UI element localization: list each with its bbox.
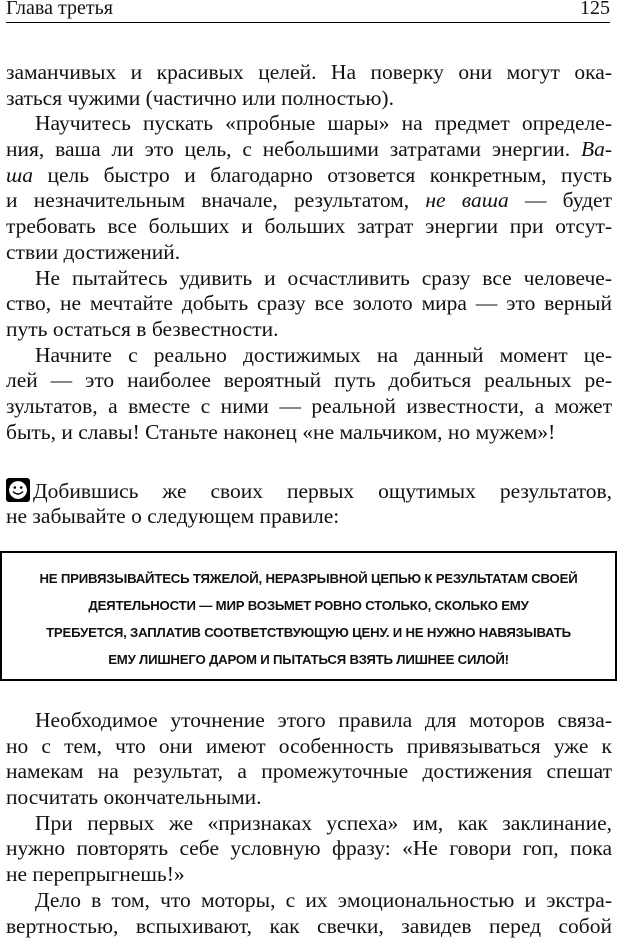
text-line: не перепрыгнешь!» [6,862,612,888]
text-line: ния, ваша ли это цель, с небольшими затратами энергии. Ва- [6,137,612,163]
text-line: Начните с реально достижимых на данный момент це- [6,343,612,369]
page-number: 125 [580,0,610,18]
italic-text: не ваша [425,188,508,212]
text-line: не забывайте о следующем правиле: [6,504,612,530]
text-line: Добившись же своих первых ощутимых результатов, [6,478,612,504]
text-line: Не пытайтесь удивить и осчастливить сразу все человече- [6,266,612,292]
italic-text: Ва- [581,137,612,161]
text-line: быть, и славы! Станьте наконец «не мальчиком, но мужем»! [6,420,612,446]
rule-line: ТРЕБУЕТСЯ, ЗАПЛАТИВ СООТВЕТСТВУЮЩУЮ ЦЕНУ. И НЕ НУЖНО НАВЯЗЫВАТЬ [2,619,615,646]
rule-line: ЕМУ ЛИШНЕГО ДАРОМ И ПЫТАТЬСЯ ВЗЯТЬ ЛИШНЕЕ СИЛОЙ! [2,646,615,673]
text-line: путь остаться в безвестности. [6,317,612,343]
rule-line: НЕ ПРИВЯЗЫВАЙТЕСЬ ТЯЖЕЛОЙ, НЕРАЗРЫВНОЙ ЦЕПЬЮ К РЕЗУЛЬТАТАМ СВОЕЙ [2,565,615,592]
rule-box [0,551,617,681]
text-line: Дело в том, что моторы, с их эмоциональностью и экстра- [6,888,612,914]
text-line: ствии достижений. [6,240,612,266]
smiley-icon [6,478,30,502]
text-line: нужно повторять себе условную фразу: «Не говори гоп, пока [6,836,612,862]
text-line: заться чужими (частично или полностью). [6,86,612,112]
text-line: зультатов, а вместе с ними — реальной известности, а может [6,394,612,420]
rule-intro [6,478,612,529]
rule-line: ДЕЯТЕЛЬНОСТИ — МИР ВОЗЬМЕТ РОВНО СТОЛЬКО, СКОЛЬКО ЕМУ [2,592,615,619]
text-line: При первых же «признаках успеха» им, как заклинание, [6,811,612,837]
text-line: намекам на результат, а промежуточные достижения спешат [6,759,612,785]
text-line: Необходимое уточнение этого правила для моторов связа- [6,708,612,734]
text-line: посчитать окончательными. [6,785,612,811]
running-header [6,0,610,23]
text-line: заманчивых и красивых целей. На поверку они могут ока- [6,60,612,86]
text-line: Научитесь пускать «пробные шары» на предмет определе- [6,111,612,137]
body-text-upper [6,60,612,445]
text-line: ша цель быстро и благодарно отзовется конкретным, пусть [6,163,612,189]
chapter-title: Глава третья [6,0,113,18]
italic-text: ша [6,163,33,187]
text-line: ство, не мечтайте добыть сразу все золото мира — это верный [6,291,612,317]
text-line: лей — это наиболее вероятный путь добиться реальных ре- [6,368,612,394]
text-line: требовать все больших и больших затрат энергии при отсут- [6,214,612,240]
body-text-lower [6,708,612,939]
text-line: и незначительным вначале, результатом, не ваша — будет [6,188,612,214]
text-line: вертностью, вспыхивают, как свечки, завидев перед собой [6,914,612,939]
text-line: но с тем, что они имеют особенность привязываться уже к [6,734,612,760]
